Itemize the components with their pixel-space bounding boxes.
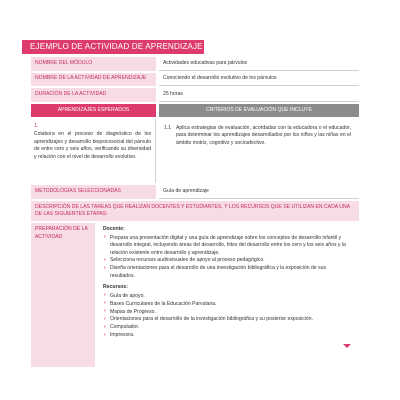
list-item: › Selecciona recursos audiovisuales de apoyo al proceso pedagógico. (103, 257, 351, 264)
info-label: NOMBRE DE LA ACTIVIDAD DE APRENDIZAJE (31, 73, 156, 87)
continue-triangle-icon (343, 344, 351, 348)
criterion-text: Aplica estrategias de evaluación, acordadas con la educadora o el educador, para determinar los aprendizajes desarrollados por los niños y las niñas en el ámbito motriz, cognitivo y socioafectivo. (176, 125, 351, 146)
info-row-activity (31, 73, 359, 87)
methodology-label: METODOLOGÍAS SELECCIONADAS (31, 185, 156, 199)
methodology-value: Guía de aprendizaje (159, 185, 359, 199)
preparation-label: PREPARACIÓN DE LA ACTIVIDAD (31, 223, 95, 367)
activity-document (31, 57, 359, 367)
resources-heading: Recursos: (103, 284, 128, 291)
evaluation-criteria-header: CRITERIOS DE EVALUACIÓN QUE INCLUYE (159, 104, 359, 117)
methodology-row (31, 185, 359, 199)
competency-body (31, 119, 359, 183)
preparation-section (31, 223, 359, 367)
criterion-number: 1.1 (164, 125, 172, 132)
list-item: › Diseña orientaciones para el desarrollo de una investigación bibliográfica y la exposición de sus resultados. (103, 265, 351, 280)
info-row-module (31, 57, 359, 71)
expected-learning-cell (31, 119, 156, 183)
list-item: › Bases Curriculares de la Educación Parvularia. (103, 301, 351, 308)
evaluation-criteria-cell (156, 119, 359, 183)
teacher-task-list (103, 235, 351, 280)
list-item: › Orientaciones para el desarrollo de la investigación bibliográfica y su posterior exposición. (103, 316, 351, 323)
list-item: › Impresora. (103, 332, 351, 339)
expected-learning-header: APRENDIZAJES ESPERADOS (31, 104, 156, 117)
teacher-heading: Docente: (103, 226, 125, 233)
list-item: › Mapas de Progreso. (103, 309, 351, 316)
list-item: › Computador. (103, 324, 351, 331)
info-value: Actividades educativas para párvulos (159, 57, 359, 71)
list-item: › Prepara una presentación digital y una guía de aprendizaje sobre los conceptos de desarrollo infantil y desarrollo integral, incluyendo áreas del desarrollo, hitos del desarrollo entre los cero y los seis años y la relación existente entre desarrollo y aprendizaje. (103, 235, 351, 257)
tasks-description-header: DESCRIPCIÓN DE LAS TAREAS QUE REALIZAN DOCENTES Y ESTUDIANTES, Y LOS RECURSOS QUE SE UTILIZAN EN CADA UNA DE LAS SIGUIENTES ETAPAS: (31, 201, 359, 222)
expected-learning-text: Colabora en el proceso de diagnóstico de los aprendizajes y desarrollo biopsicosocial del párvulo de entre cero y seis años, verificando su diversidad y relación con el nivel de desarrollo evolutivo. (34, 131, 151, 160)
info-value: Conociendo el desarrollo evolutivo de los párvulos (159, 73, 359, 87)
list-item: › Guía de apoyo. (103, 293, 351, 300)
info-label: DURACIÓN DE LA ACTIVIDAD (31, 88, 156, 102)
info-row-duration (31, 88, 359, 102)
activity-banner: EJEMPLO DE ACTIVIDAD DE APRENDIZAJE (22, 40, 204, 54)
info-value: 25 horas (159, 88, 359, 102)
preparation-content (95, 223, 359, 367)
info-label: NOMBRE DEL MÓDULO (31, 57, 156, 71)
competency-header (31, 104, 359, 117)
resources-list (103, 293, 351, 340)
expected-learning-number: 1. (34, 123, 39, 130)
